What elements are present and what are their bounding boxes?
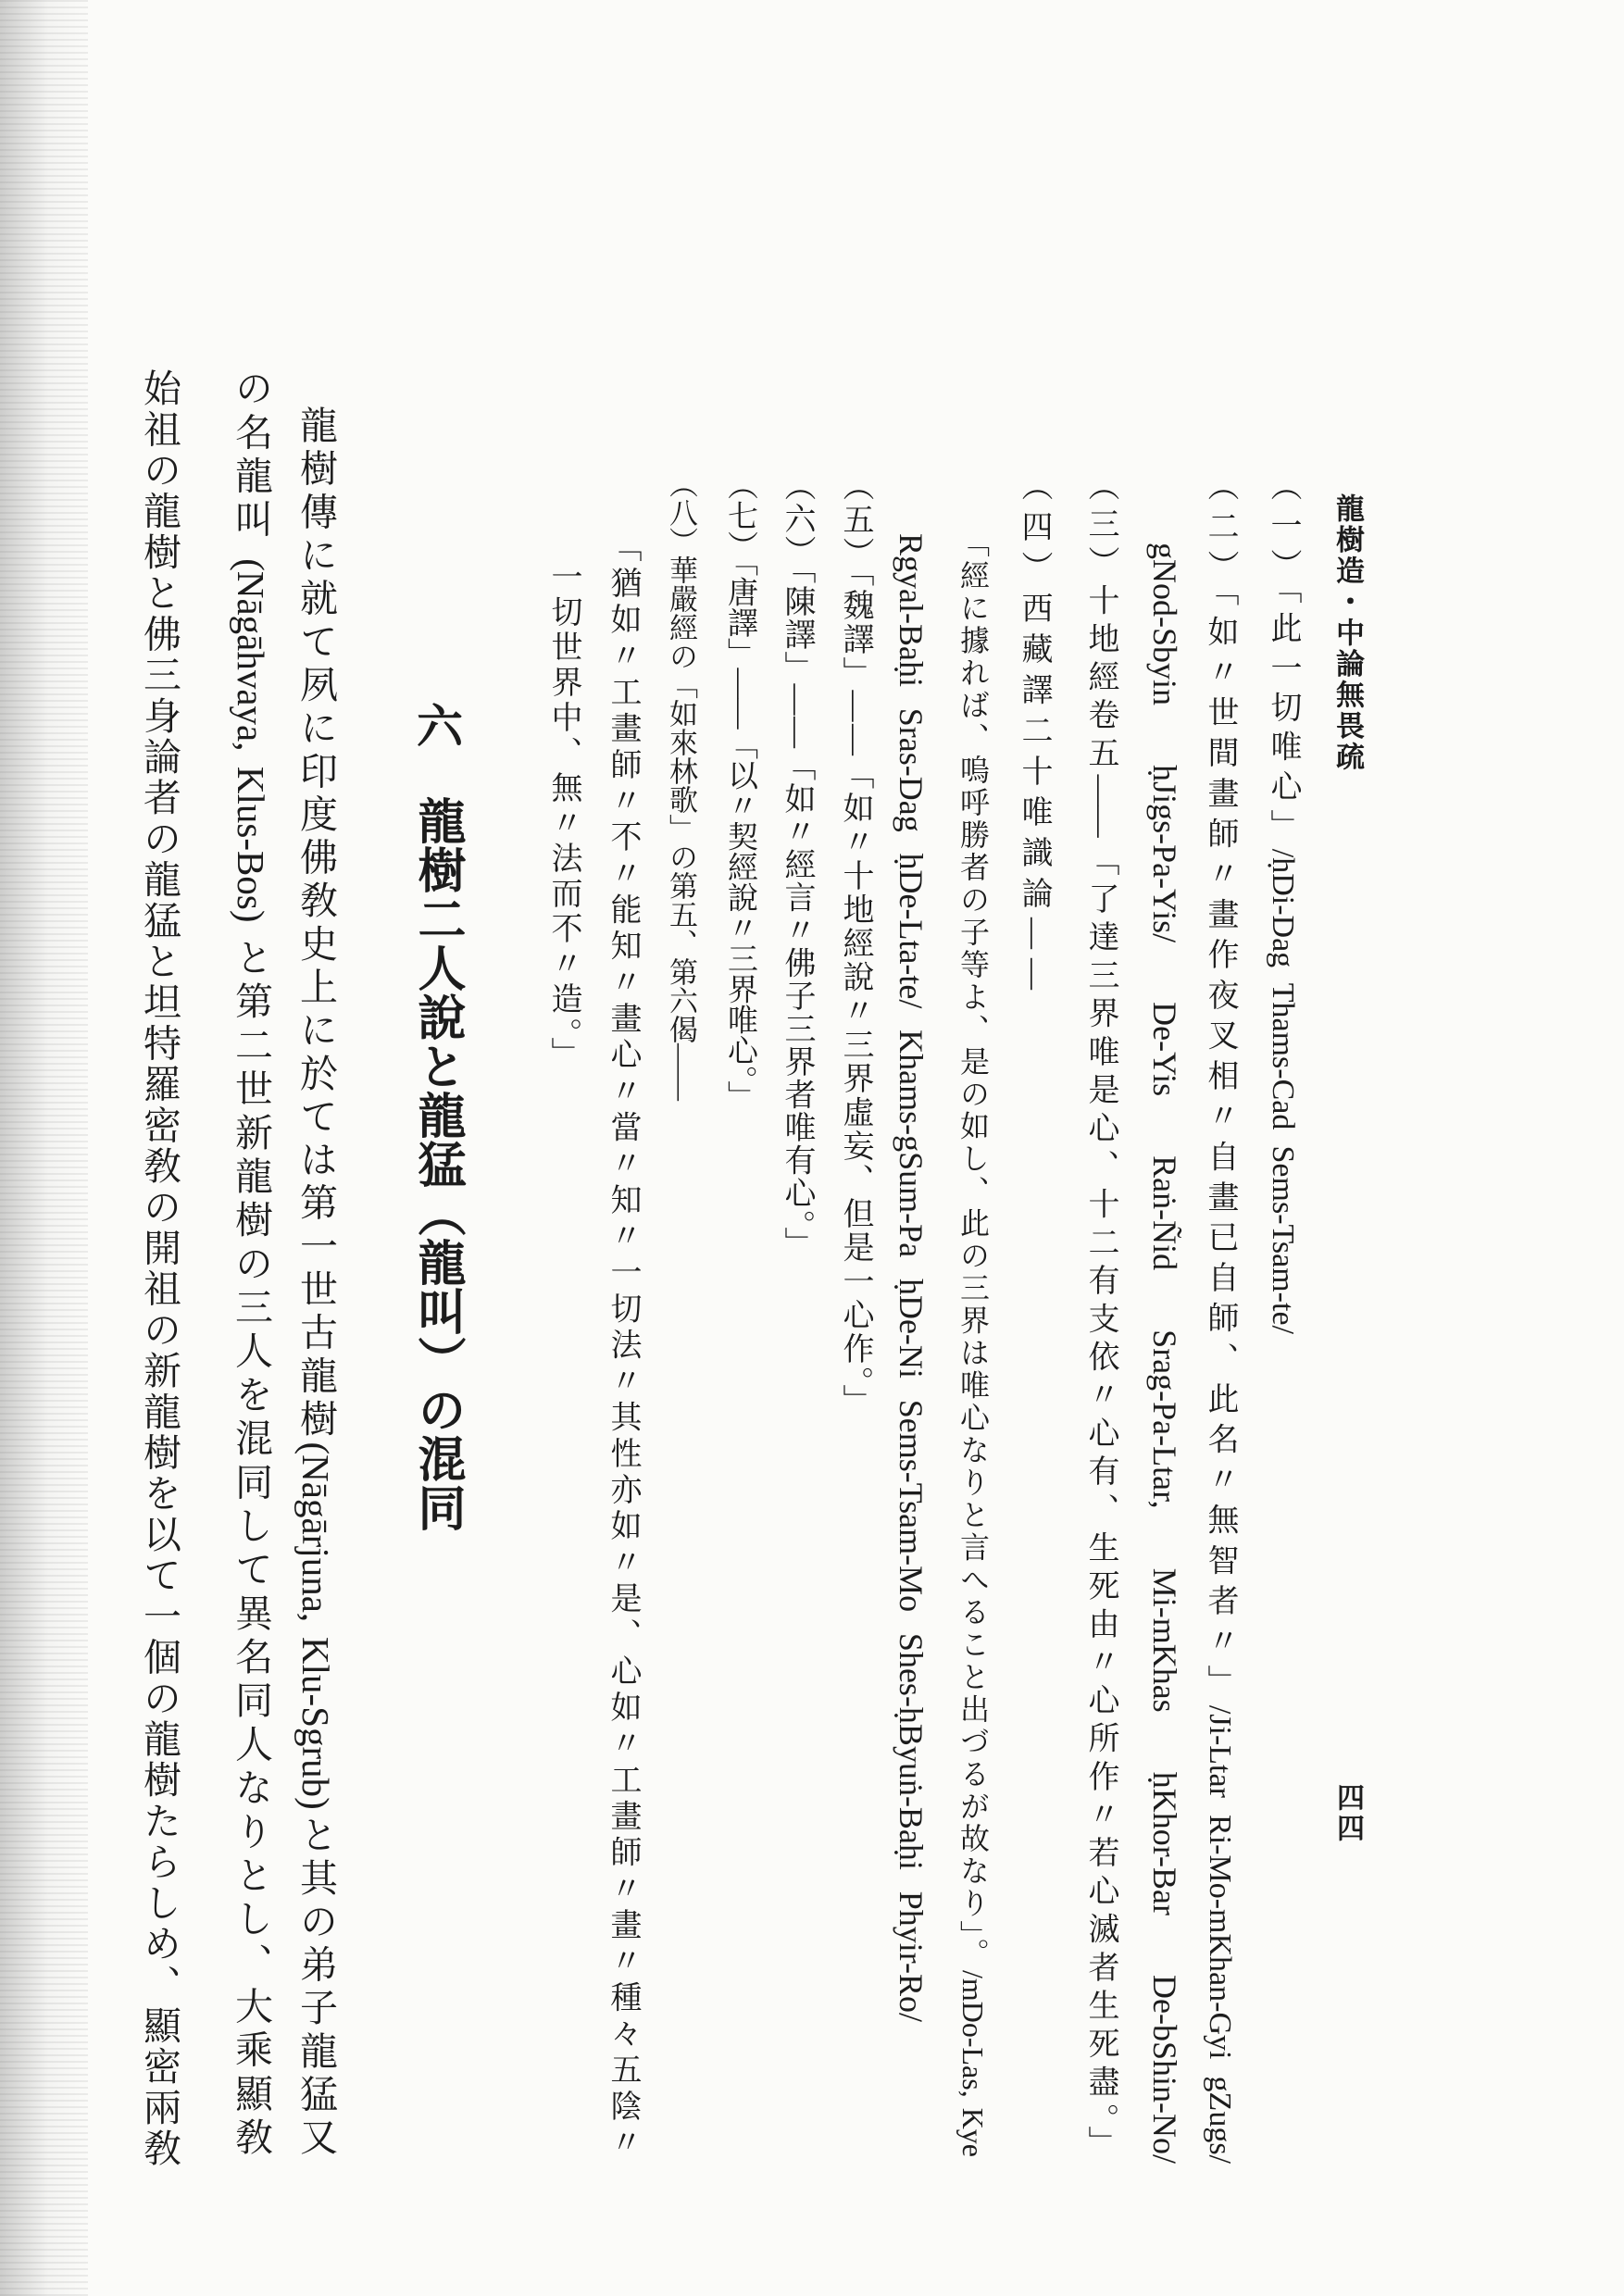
body-line: の名龍叫 (Nāgāhvaya, Klus-Bos) と第二世新龍樹の三人を混同して異名同人なりとし、大乘顯敎 (230, 368, 272, 2155)
note-1-line: （一）「此一切唯心」/ḥDi-Dag Thams-Cad Sems-Tsam-te/ (1266, 469, 1300, 1334)
note-4-line: （四）西藏譯二十唯識論—— (1017, 469, 1051, 999)
section-number: 六 (410, 702, 462, 748)
note-8-verse-end-line: 一切世界中、無〃法而不〃造。」 (546, 560, 581, 1072)
note-6-line: （六）「陳譯」——「如〃經言〃佛子三界者唯有心。」 (780, 469, 814, 1260)
note-4-quote-line: 「經に據れば、嗚呼勝者の子等よ、是の如し、此の三界は唯心なりと言へること出づるが故なり」。/mDo-Las, Kye (956, 528, 990, 2158)
note-3-line: （三）十地經卷五——「了達三界唯是心、十二有支依〃心有、生死由〃心所作〃若心滅者生死盡。」 (1083, 469, 1118, 2157)
body-line: 龍樹傳に就て夙に印度佛敎史上に於ては第一世古龍樹(Nāgārjuna, Klu-Sgrub)と其の弟子龍猛又 (294, 406, 337, 2155)
note-2-line: （二）「如〃世間畫師〃畫作夜叉相〃自畫已自師、此名〃無智者〃」/Ji-Ltar Ri-Mo-mKhan-Gyi gZugs/ (1203, 469, 1237, 2164)
note-8-verse-line: 「猶如〃工畫師〃不〃能知〃畫心〃當〃知〃一切法〃其性亦如〃是、心如〃工畫師〃畫〃種々五陰〃 (606, 530, 640, 2157)
note-5-line: （五）「魏譯」——「如〃十地經說〃三界虛妄、但是一心作。」 (838, 469, 872, 1418)
running-title: 龍樹造・中論無畏疏 (1331, 493, 1364, 773)
body-line: 始祖の龍樹と佛三身論者の龍猛と坦特羅密敎の開祖の新龍樹を以て一個の龍樹たらしめ、顯密兩敎 (138, 368, 181, 2166)
scan-edge-shadow (0, 0, 88, 2296)
note-7-line: （七）「唐譯」——「以〃契經說〃三界唯心。」 (723, 469, 756, 1111)
section-title: 龍樹二人說と龍猛（龍叫）の混同 (410, 796, 463, 1532)
page-number: 四四 (1332, 1783, 1363, 1844)
note-8-line: （八）華嚴經の「如來林歌」の第五、第六偈—— (665, 469, 697, 1101)
note-2-tibetan-line: gNod-Sbyin ḥJigs-Pa-Yis/ De-Yis Raṅ-Ñid Srag-Pa-Ltar, Mi-mKhas ḥKhor-Bar De-bShin-No/ (1146, 543, 1183, 2164)
note-4-tibetan-line: Rgyal-Baḥi Sras-Dag ḥDe-Lta-te/ Khams-gSum-Pa ḥDe-Ni Sems-Tsam-Mo Shes-ḥByuṅ-Baḥi Phyir-Ro/ (893, 533, 930, 2022)
